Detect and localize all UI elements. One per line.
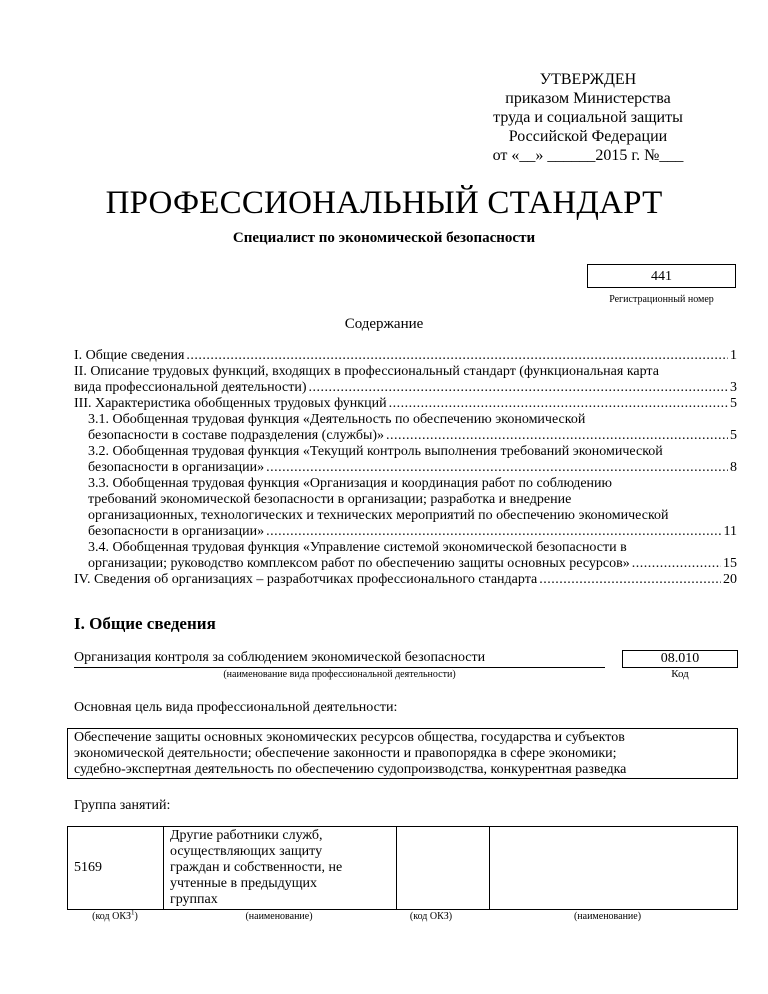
toc-item-text: II. Описание трудовых функций, входящих в профессиональный стандарт (функциональная карта — [74, 364, 659, 379]
toc-item[interactable] — [74, 348, 737, 364]
okz-name-line: группах — [170, 892, 218, 907]
approval-line: УТВЕРЖДЕН — [539, 71, 637, 88]
toc-item[interactable] — [74, 412, 737, 444]
toc-leader — [186, 348, 728, 364]
activity-caption: (наименование вида профессиональной деятельности) — [223, 669, 456, 680]
okz-code-caption: (код ОКЗ$^1$) — [92, 908, 138, 922]
goal-text-line: Обеспечение защиты основных экономических ресурсов общества, государства и субъектов — [74, 730, 625, 745]
goal-box — [67, 728, 738, 779]
toc-page-number: 15 — [723, 556, 737, 571]
toc-leader — [386, 428, 728, 444]
occupation-group-table — [67, 826, 738, 910]
goal-label: Основная цель вида профессиональной деятельности: — [74, 700, 398, 715]
toc-leader — [539, 572, 721, 588]
toc-page-number: 5 — [730, 396, 737, 411]
okz-name-caption-2: (наименование) — [573, 911, 642, 922]
toc-item-text: безопасности в организации» — [88, 524, 265, 539]
approval-line: от «__» ______2015 г. №___ — [492, 147, 684, 164]
toc-heading: Содержание — [344, 316, 424, 332]
toc-leader — [632, 556, 721, 572]
toc-item[interactable] — [74, 540, 737, 572]
okz-name-caption: (наименование) — [245, 911, 313, 922]
table-of-contents — [74, 348, 737, 588]
toc-item-text: IV. Сведения об организациях – разработчиках профессионального стандарта — [74, 572, 538, 587]
toc-page-number: 5 — [730, 428, 737, 443]
toc-item-text: требований экономической безопасности в организации; разработка и внедрение — [88, 492, 572, 507]
toc-item[interactable] — [74, 364, 737, 396]
goal-text-line: экономической деятельности; обеспечение законности и правопорядка в сфере экономики; — [74, 746, 617, 761]
goal-text-line: судебно-экспертная деятельность по обеспечению судопроизводства, конкурентная разведка — [74, 762, 627, 777]
toc-page-number: 1 — [730, 348, 737, 363]
toc-item-text: 3.3. Обобщенная трудовая функция «Организация и координация работ по соблюдению — [88, 476, 612, 491]
toc-item-text: организационных, технологических и технических мероприятий по обеспечению экономической — [88, 508, 669, 523]
activity-name: Организация контроля за соблюдением экономической безопасности — [74, 650, 605, 668]
occupation-group-label: Группа занятий: — [74, 798, 171, 813]
okz-code-cell-2 — [397, 827, 490, 910]
toc-item-text: организации; руководство комплексом работ по обеспечению защиты основных ресурсов» — [88, 556, 630, 571]
document-subtitle: Специалист по экономической безопасности — [232, 230, 536, 246]
toc-item-text: 3.4. Обобщенная трудовая функция «Управление системой экономической безопасности в — [88, 540, 627, 555]
okz-name-line: Другие работники служб, — [170, 828, 323, 843]
toc-leader — [389, 396, 728, 412]
toc-page-number: 11 — [723, 524, 737, 539]
toc-item-text: III. Характеристика обобщенных трудовых функций — [74, 396, 387, 411]
toc-page-number: 20 — [723, 572, 737, 587]
okz-name-line: осуществляющих защиту — [170, 844, 323, 859]
approval-line: приказом Министерства — [505, 90, 671, 107]
toc-leader — [308, 380, 728, 396]
okz-name-cell — [164, 827, 397, 910]
toc-leader — [266, 524, 721, 540]
activity-code-caption: Код — [671, 668, 689, 680]
document-title: ПРОФЕССИОНАЛЬНЫЙ СТАНДАРТ — [105, 185, 663, 221]
registration-number-label: Регистрационный номер — [609, 294, 714, 305]
okz-code-cell: 5169 — [68, 827, 164, 910]
approval-line: труда и социальной защиты — [493, 109, 683, 126]
toc-item-text: безопасности в составе подразделения (службы)» — [88, 428, 385, 443]
activity-code-box: 08.010 — [622, 650, 738, 668]
section-title: I. Общие сведения — [74, 614, 216, 633]
toc-item-text: 3.2. Обобщенная трудовая функция «Текущий контроль выполнения требований экономической — [88, 444, 663, 459]
toc-item-text: вида профессиональной деятельности) — [74, 380, 307, 395]
toc-leader — [266, 460, 728, 476]
okz-name-line: граждан и собственности, не — [170, 860, 343, 875]
okz-name-line: учтенные в предыдущих — [170, 876, 318, 891]
toc-page-number: 3 — [730, 380, 737, 395]
okz-code-caption-2: (код ОКЗ) — [409, 911, 453, 922]
toc-page-number: 8 — [730, 460, 737, 475]
registration-number-box: 441 — [587, 264, 736, 288]
occupation-group-captions — [67, 908, 738, 925]
toc-item-text: безопасности в организации» — [88, 460, 265, 475]
toc-item-text: I. Общие сведения — [74, 348, 185, 363]
toc-item[interactable] — [74, 396, 737, 412]
approval-stamp — [450, 70, 726, 165]
toc-item[interactable] — [74, 572, 737, 588]
table-row — [68, 827, 738, 910]
approval-line: Российской Федерации — [508, 128, 668, 145]
toc-item[interactable] — [74, 476, 737, 540]
toc-item[interactable] — [74, 444, 737, 476]
toc-item-text: 3.1. Обобщенная трудовая функция «Деятельность по обеспечению экономической — [88, 412, 586, 427]
okz-name-cell-2 — [490, 827, 738, 910]
